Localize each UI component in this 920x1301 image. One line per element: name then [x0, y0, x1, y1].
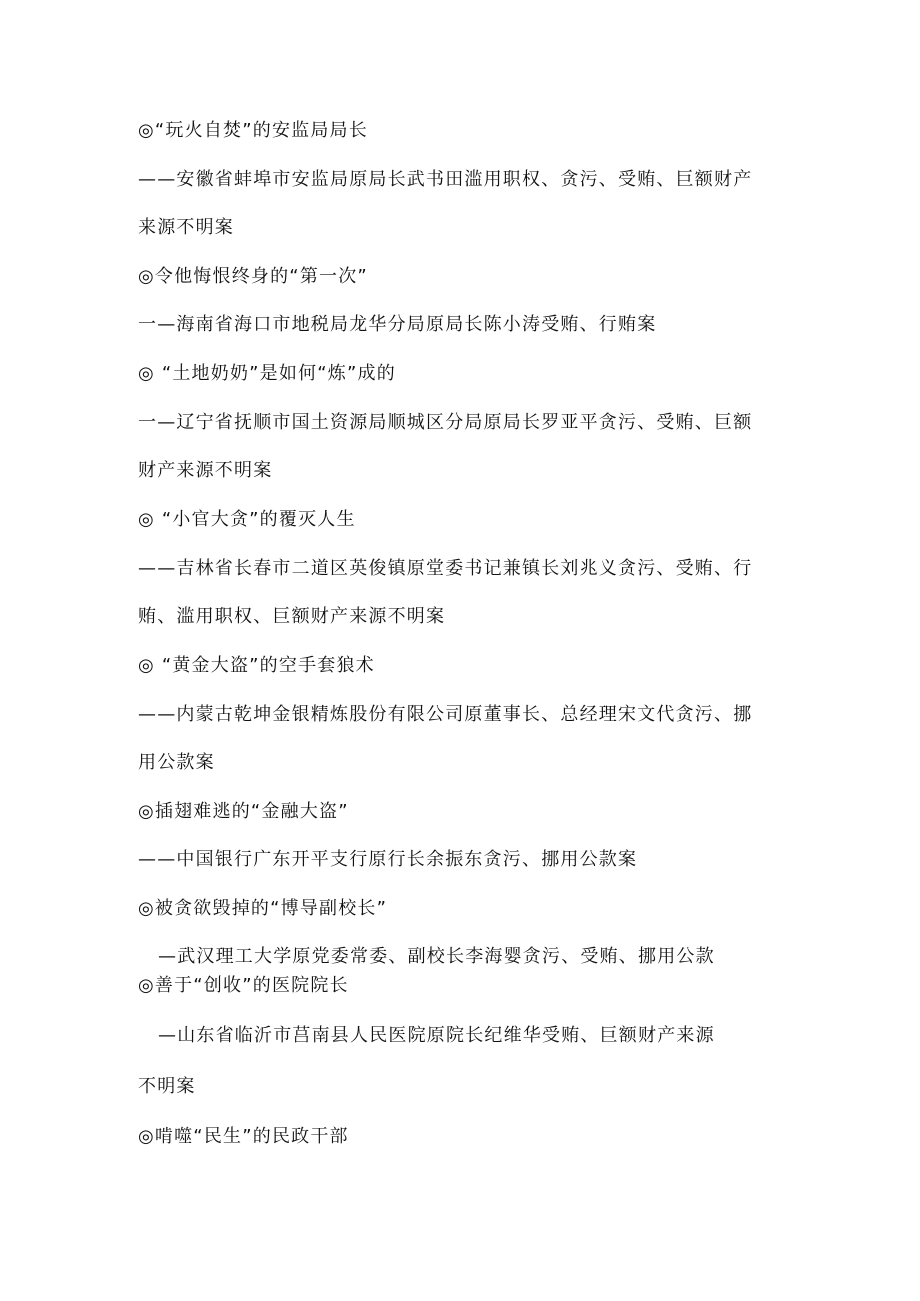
case-line-6: ——中国银行广东开平支行原行长余振东贪污、挪用公款案	[138, 849, 638, 870]
heading-9: ◎啃噬“民生”的民政干部	[138, 1126, 349, 1147]
case-line-5a: ——内蒙古乾坤金银精炼股份有限公司原董事长、总经理宋文代贪污、挪	[138, 704, 753, 725]
case-line-8a: —山东省临沂市莒南县人民医院原院长纪维华受贿、巨额财产来源	[158, 1025, 715, 1046]
heading-8: ◎善于“创收”的医院院长	[138, 975, 349, 996]
case-line-1a: ——安徽省蚌埠市安监局原局长武书田滥用职权、贪污、受贿、巨额财产	[138, 169, 753, 190]
heading-5: ◎ “黄金大盗”的空手套狼术	[138, 655, 375, 676]
case-line-4a: ——吉林省长春市二道区英俊镇原堂委书记兼镇长刘兆义贪污、受贿、行	[138, 558, 753, 579]
case-line-3b: 财产来源不明案	[138, 460, 273, 481]
heading-7: ◎被贪欲毁掉的“博导副校长”	[138, 898, 388, 919]
heading-6: ◎插翅难逃的“金融大盗”	[138, 801, 349, 822]
case-line-8b: 不明案	[138, 1076, 196, 1097]
case-line-2: 一—海南省海口市地税局龙华分局原局长陈小涛受贿、行贿案	[138, 314, 657, 335]
case-line-3a: 一—辽宁省抚顺市国土资源局顺城区分局原局长罗亚平贪污、受贿、巨额	[138, 412, 753, 433]
case-line-7: —武汉理工大学原党委常委、副校长李海婴贪污、受贿、挪用公款	[158, 946, 715, 967]
case-line-4b: 贿、滥用职权、巨额财产来源不明案	[138, 606, 446, 627]
case-line-1b: 来源不明案	[138, 217, 234, 238]
heading-2: ◎令他悔恨终身的“第一次”	[138, 266, 368, 287]
heading-1: ◎“玩火自焚”的安监局局长	[138, 120, 368, 141]
case-line-5b: 用公款案	[138, 752, 215, 773]
heading-4: ◎ “小官大贪”的覆灭人生	[138, 509, 356, 530]
heading-3: ◎ “土地奶奶”是如何“炼”成的	[138, 363, 396, 384]
